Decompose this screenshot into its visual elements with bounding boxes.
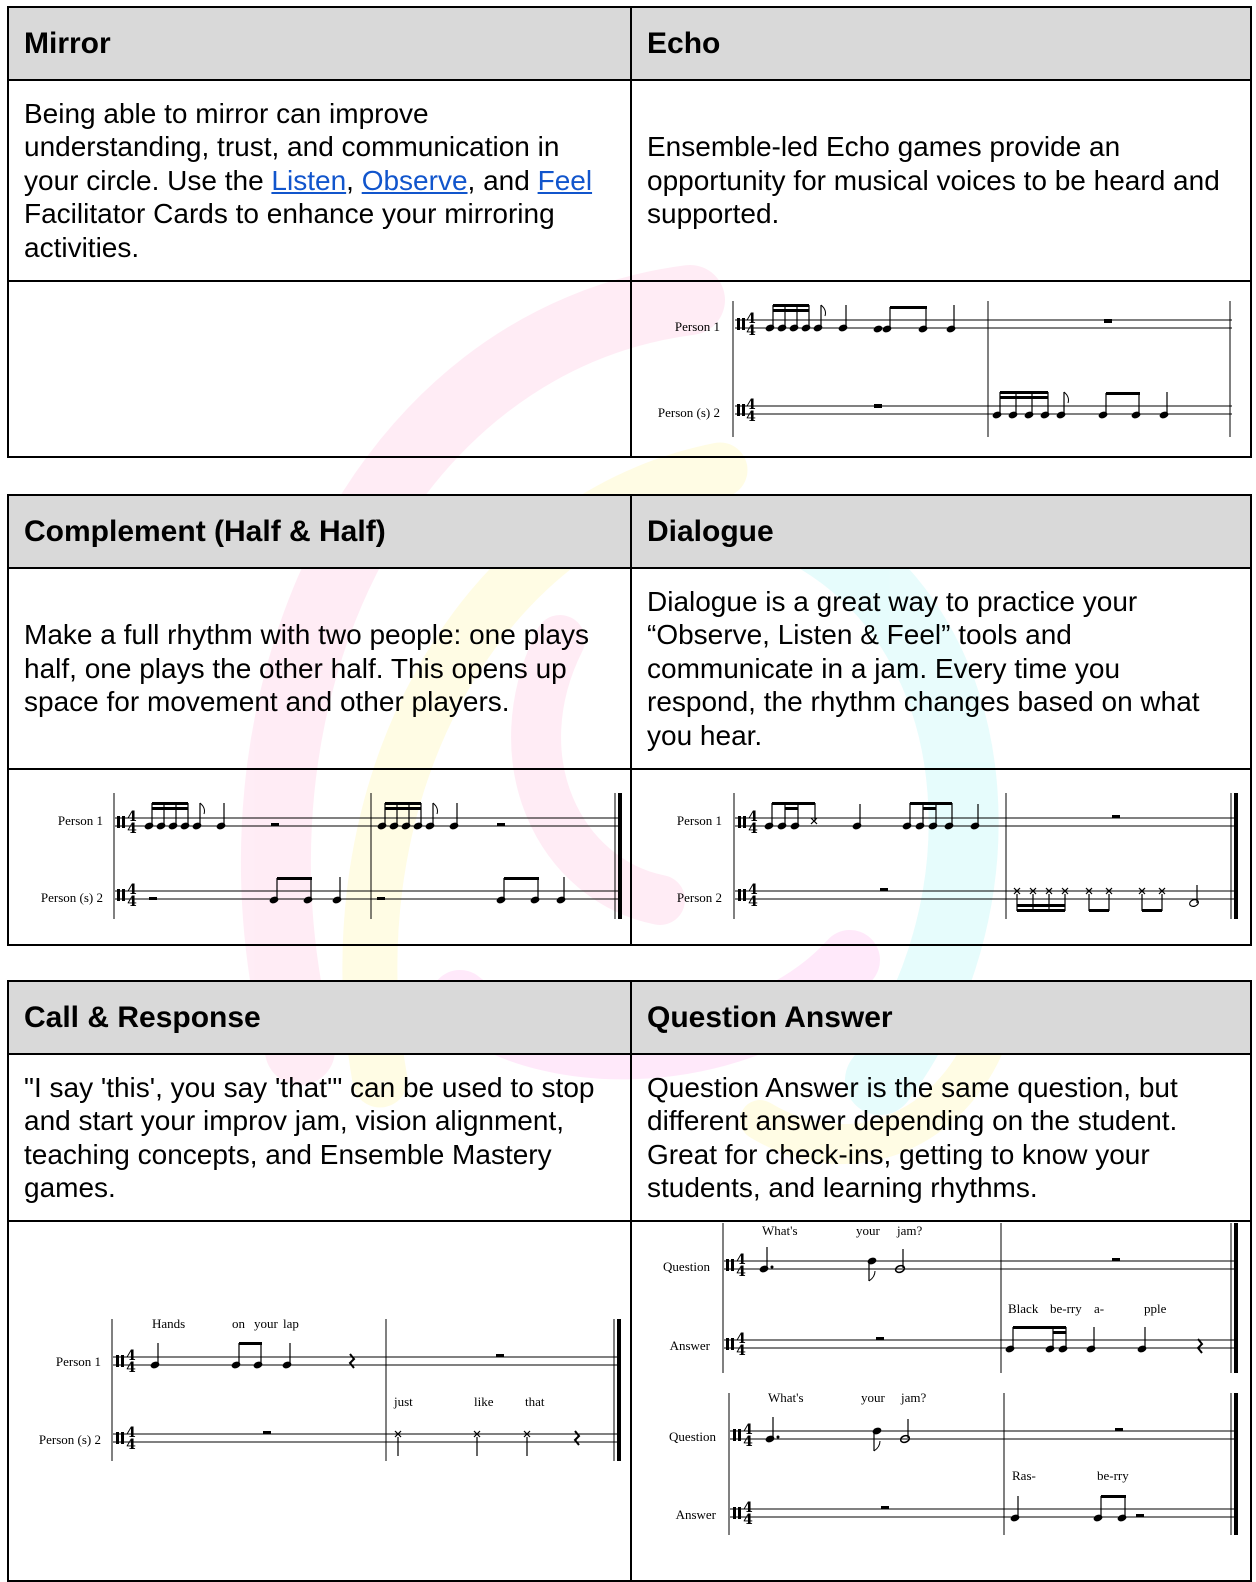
time-signature: 4 [127, 809, 137, 825]
note-group [765, 304, 957, 334]
time-signature: 4 [126, 1348, 136, 1364]
call-response-score [9, 1223, 629, 1579]
complement-dialogue-table [7, 494, 1252, 946]
question-answer-description: Question Answer is the same question, but different answer depending on the student. Great for check-ins, getting to know your students, and learning rhythms. [631, 1054, 1251, 1221]
svg-text:4: 4 [127, 821, 137, 837]
heading-complement: Complement (Half & Half) [24, 514, 386, 548]
lyric: a- [1094, 1301, 1105, 1316]
question-answer-score [632, 1223, 1248, 1579]
percussion-clef-icon [737, 318, 745, 416]
section-heading [8, 495, 631, 568]
mirror-description: Being able to mirror can improve understanding, trust, and communication in your circle. Use the Listen, Observe, and Feel Facilitator Cards to enhance your mirroring activities. [8, 80, 631, 281]
percussion-clef-icon [117, 816, 125, 901]
mirror-echo-table [7, 6, 1252, 458]
echo-score-cell [631, 281, 1251, 457]
rest [1198, 1339, 1202, 1353]
stave-label: Person 2 [676, 890, 722, 905]
listen-link[interactable]: Listen [271, 164, 347, 196]
dialogue-description: Dialogue is a great way to practice your “Observe, Listen & Feel” tools and communicate in a jam. Every time you respond, the rhythm changes based on what you hear. [631, 568, 1251, 769]
heading-question-answer: Question Answer [647, 1000, 893, 1034]
rest [496, 1354, 504, 1357]
rest [1136, 1514, 1144, 1517]
note-group [395, 1431, 579, 1456]
stave-label: Person 1 [676, 813, 722, 828]
stave-label: Person (s) 2 [38, 1432, 101, 1447]
lyric: jam? [897, 1223, 923, 1238]
call-response-description: "I say 'this', you say 'that'" can be used to stop and start your improv jam, vision alignment, teaching concepts, and Ensemble Mastery games. [8, 1054, 631, 1221]
stave-label: Person 1 [55, 1354, 101, 1369]
rest [1112, 815, 1120, 818]
note-group [759, 1247, 906, 1281]
percussion-clef-icon [726, 1259, 734, 1350]
stave-label: Person (s) 2 [40, 890, 103, 905]
note-group [765, 1417, 911, 1451]
rest [149, 897, 157, 900]
call-question-table [7, 980, 1252, 1582]
stave-label: Question [669, 1429, 716, 1444]
rest [377, 897, 385, 900]
svg-text:4: 4 [126, 1437, 136, 1453]
svg-text:4: 4 [748, 894, 758, 910]
rest [874, 404, 882, 408]
svg-text:4: 4 [743, 1500, 753, 1516]
time-signature: 4 [743, 1422, 753, 1438]
section-heading [631, 981, 1251, 1054]
echo-score [632, 283, 1232, 455]
feel-link[interactable]: Feel [537, 164, 593, 196]
lyric: your [254, 1316, 278, 1331]
note-group [992, 391, 1170, 420]
section-heading [631, 495, 1251, 568]
percussion-clef-icon [733, 1429, 741, 1519]
heading-mirror: Mirror [24, 26, 111, 60]
stave-label: Person 1 [57, 813, 103, 828]
mirror-score-empty [8, 281, 631, 457]
lyric: be-rry [1097, 1468, 1129, 1483]
rest [263, 1431, 271, 1434]
svg-text:4: 4 [746, 323, 756, 339]
svg-text:4: 4 [736, 1331, 746, 1347]
lyric: like [474, 1394, 494, 1409]
rest [1104, 319, 1112, 323]
svg-text:4: 4 [748, 882, 758, 898]
observe-link[interactable]: Observe [361, 164, 468, 196]
rest [1115, 1428, 1123, 1431]
section-heading [8, 7, 631, 80]
lyric: jam? [901, 1390, 927, 1405]
time-signature: 4 [748, 809, 758, 825]
stave-label: Person 1 [674, 319, 720, 334]
svg-text:4: 4 [736, 1264, 746, 1280]
rest [497, 823, 505, 826]
lyric: that [525, 1394, 545, 1409]
lyric: What's [768, 1390, 804, 1405]
lyric: Ras- [1012, 1468, 1036, 1483]
lyric: What's [762, 1223, 798, 1238]
svg-text:4: 4 [126, 1360, 136, 1376]
rest [881, 1506, 889, 1509]
percussion-clef-icon [116, 1355, 124, 1444]
time-signature: 4 [746, 311, 756, 327]
svg-text:4: 4 [746, 409, 756, 425]
svg-text:4: 4 [746, 397, 756, 413]
time-signature: 4 [736, 1252, 746, 1268]
svg-text:4: 4 [743, 1434, 753, 1450]
note-group [1014, 885, 1199, 911]
lyric: be-rry [1050, 1301, 1082, 1316]
rest [1112, 1258, 1120, 1261]
heading-call-response: Call & Response [24, 1000, 261, 1034]
complement-description: Make a full rhythm with two people: one plays half, one plays the other half. This opens up space for movement and other players. [8, 568, 631, 769]
svg-text:4: 4 [126, 1425, 136, 1441]
rest [271, 823, 279, 826]
lyric: lap [283, 1316, 299, 1331]
svg-text:4: 4 [127, 894, 137, 910]
rest [350, 1354, 354, 1368]
svg-text:4: 4 [748, 821, 758, 837]
stave-label: Answer [675, 1507, 716, 1522]
complement-score-cell [8, 769, 631, 945]
section-heading [8, 981, 631, 1054]
heading-echo: Echo [647, 26, 721, 60]
lyric: just [394, 1394, 413, 1409]
dialogue-score [632, 771, 1248, 943]
svg-text:4: 4 [743, 1512, 753, 1528]
call-response-score-cell [8, 1221, 631, 1581]
lyric: your [861, 1390, 885, 1405]
lyric: Hands [152, 1316, 186, 1331]
stave-label: Answer [669, 1338, 710, 1353]
lyric: pple [1144, 1301, 1167, 1316]
complement-score [9, 771, 629, 943]
percussion-clef-icon [738, 816, 746, 901]
svg-text:4: 4 [127, 882, 137, 898]
rest [880, 888, 888, 891]
stave-label: Person (s) 2 [657, 405, 720, 420]
lyric: your [856, 1223, 880, 1238]
lyric: on [232, 1316, 245, 1331]
svg-text:4: 4 [736, 1343, 746, 1359]
rest [876, 1337, 884, 1340]
heading-dialogue: Dialogue [647, 514, 774, 548]
question-answer-score-cell [631, 1221, 1251, 1581]
stave-label: Question [663, 1259, 710, 1274]
echo-description: Ensemble-led Echo games provide an opportunity for musical voices to be heard and supported. [631, 80, 1251, 281]
section-heading [631, 7, 1251, 80]
lyric: Black [1008, 1301, 1039, 1316]
dialogue-score-cell [631, 769, 1251, 945]
